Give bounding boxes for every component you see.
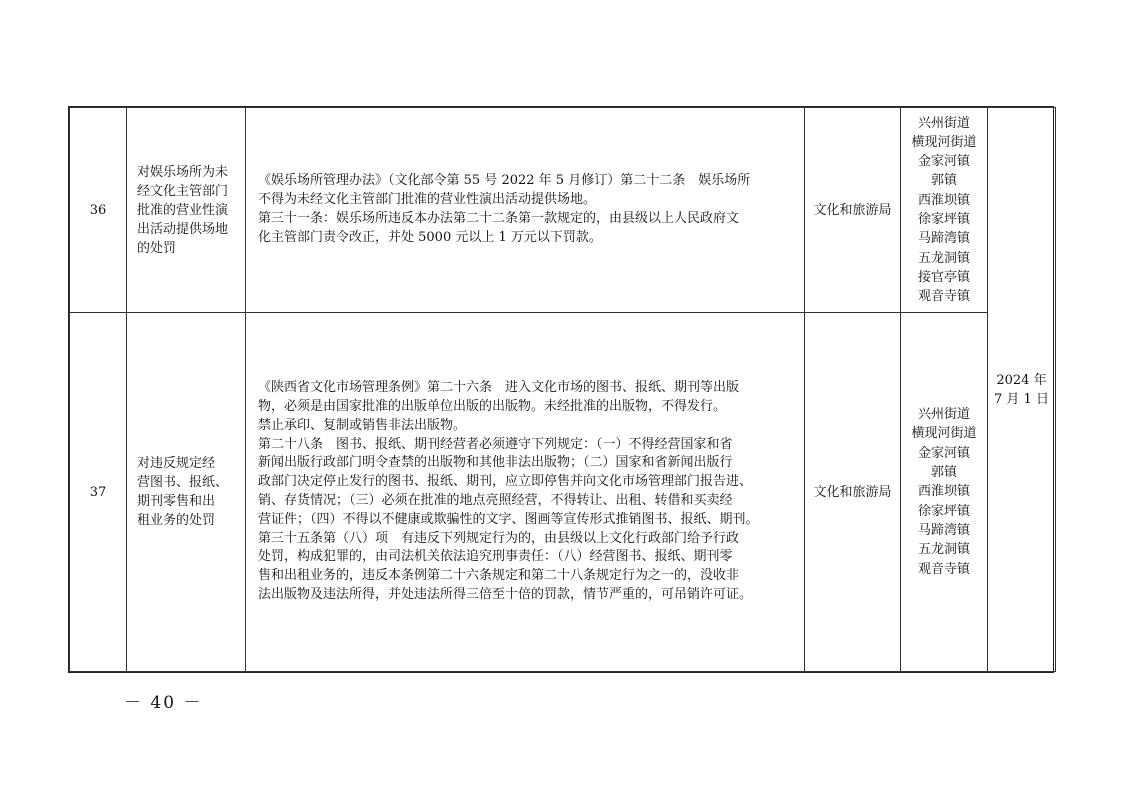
town-name: 徐家坪镇 [917, 212, 970, 227]
penalty-item-line: 对违反规定经 [137, 456, 216, 471]
row-number: 37 [70, 313, 127, 672]
town-name: 横现河街道 [911, 134, 977, 150]
town-name: 西淮坝镇 [917, 484, 970, 500]
town-name: 接官亭镇 [917, 269, 970, 285]
legal-basis-line: 处罚，构成犯罪的，由司法机关依法追究刑事责任：（八）经营图书、报纸、期刊零 [258, 549, 733, 565]
legal-basis-line: 售和出租业务的，违反本条例第二十六条规定和第二十八条规定行为之一的，没收非 [258, 568, 740, 584]
legal-basis-line: 政部门决定停止发行的图书、报纸、期刊，应立即停售并向文化市场管理部门报告进、 [258, 474, 753, 490]
penalty-item-line: 期刊零售和出 [137, 494, 216, 509]
towns-list [901, 313, 988, 672]
legal-basis-line: 不得为未经文化主管部门批准的营业性演出活动提供场地。 [258, 192, 597, 208]
legal-basis-line: 新闻出版行政部门明令查禁的出版物和其他非法出版物；（二）国家和省新闻出版行 [258, 455, 733, 471]
legal-basis [246, 108, 805, 313]
page-number: － 40 － [124, 693, 203, 713]
town-name: 金家河镇 [917, 445, 970, 461]
department: 文化和旅游局 [805, 108, 901, 313]
town-name: 徐家坪镇 [917, 503, 970, 519]
penalty-item [127, 108, 246, 313]
table-row [70, 313, 1056, 672]
penalty-item-line: 的处罚 [137, 240, 177, 256]
town-name: 马蹄湾镇 [917, 231, 970, 247]
legal-basis-line: 第三十一条：娱乐场所违反本办法第二十二条第一款规定的，由县级以上人民政府文 [258, 211, 740, 226]
effective-date [988, 108, 1056, 672]
town-name: 金家河镇 [917, 154, 970, 170]
penalty-item [127, 313, 246, 672]
penalty-item-line: 出活动提供场地 [137, 221, 229, 237]
legal-basis-line: 禁止承印、复制或销售非法出版物。 [258, 417, 467, 433]
department: 文化和旅游局 [805, 313, 901, 672]
legal-basis-line: 《陕西省文化市场管理条例》第二十六条 进入文化市场的图书、报纸、期刊等出版 [258, 380, 740, 396]
legal-basis-line: 法出版物及违法所得，并处违法所得三倍至十倍的罚款，情节严重的，可吊销许可证。 [258, 586, 753, 602]
legal-basis-line: 物，必须是由国家批准的出版单位出版的出版物。未经批准的出版物，不得发行。 [258, 399, 727, 415]
effective-date-line: 7 月 1 日 [994, 391, 1049, 407]
legal-basis-line: 第二十八条 图书、报纸、期刊经营者必须遵守下列规定：（一）不得经营国家和省 [258, 436, 733, 452]
penalty-item-line: 对娱乐场所为未 [137, 164, 229, 180]
table-row [70, 108, 1056, 313]
legal-basis-line: 化主管部门责令改正，并处 5000 元以上 1 万元以下罚款。 [258, 229, 602, 245]
legal-basis-line: 《娱乐场所管理办法》（文化部令第 55 号 2022 年 5 月修订）第二十二条 娱乐场所 [258, 173, 751, 189]
town-name: 横现河街道 [911, 426, 977, 442]
penalty-item-line: 租业务的处罚 [137, 513, 216, 528]
row-number: 36 [70, 108, 127, 313]
town-name: 马蹄湾镇 [917, 522, 970, 538]
regulation-table-grid [69, 107, 1056, 672]
effective-date-line: 2024 年 [996, 372, 1047, 388]
legal-basis [246, 313, 805, 672]
towns-list [901, 108, 988, 313]
penalty-item-line: 营图书、报纸、 [137, 475, 229, 490]
town-name: 观音寺镇 [917, 289, 970, 305]
legal-basis-line: 第三十五条第（八）项 有违反下列规定行为的，由县级以上文化行政部门给予行政 [258, 530, 740, 546]
legal-basis-line: 营证件；（四）不得以不健康或欺骗性的文字、图画等宣传形式推销图书、报纸、期刊。 [258, 511, 759, 527]
town-name: 西淮坝镇 [917, 192, 970, 208]
town-name: 五龙洞镇 [917, 250, 970, 266]
town-name: 五龙洞镇 [917, 542, 970, 558]
penalty-item-line: 批准的营业性演 [137, 202, 229, 218]
town-name: 兴州街道 [917, 115, 970, 131]
regulation-table [68, 106, 1054, 673]
town-name: 郭镇 [930, 173, 957, 189]
town-name: 观音寺镇 [917, 561, 970, 577]
town-name: 兴州街道 [917, 407, 970, 423]
legal-basis-line: 销、存货情况；（三）必须在批准的地点亮照经营，不得转让、出租、转借和买卖经 [258, 493, 733, 508]
penalty-item-line: 经文化主管部门 [137, 183, 229, 199]
town-name: 郭镇 [930, 465, 957, 481]
